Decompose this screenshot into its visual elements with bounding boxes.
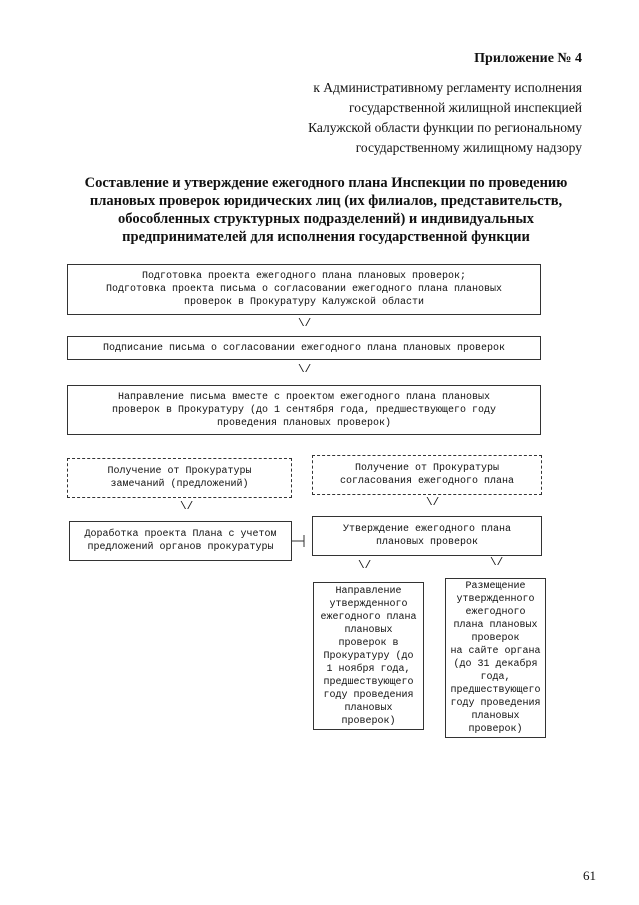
box-line: плановых	[344, 702, 393, 714]
box-line: ежегодного	[465, 607, 526, 618]
box-line: согласования ежегодного плана	[339, 476, 515, 487]
arrow-down-icon: \/	[298, 364, 312, 376]
appendix-line: государственному жилищному надзору	[355, 140, 582, 155]
box-line: Получение от Прокуратуры	[107, 466, 252, 477]
flow-box-publish-plan	[445, 578, 546, 738]
arrow-down-icon: \/	[426, 497, 440, 509]
box-line: утвержденного	[456, 594, 535, 605]
box-line: проведения плановых проверок)	[216, 417, 392, 429]
box-line: на сайте органа	[450, 646, 541, 657]
box-line: плановых	[471, 711, 520, 722]
box-line: утвержденного	[329, 598, 408, 610]
box-line: Подготовка проекта письма о согласовании ежегодного плана плановых	[105, 284, 503, 295]
box-line: Прокуратуру (до	[323, 650, 414, 662]
box-line: проверок в Прокуратуру (до 1 сентября года, предшествующего году	[111, 404, 497, 416]
box-line: Утверждение ежегодного плана	[342, 524, 512, 535]
box-line: предшествующего	[450, 685, 541, 696]
appendix-line: Калужской области функции по региональному	[308, 120, 582, 135]
arrow-down-icon: \/	[490, 557, 504, 569]
box-line: проверок в	[338, 637, 399, 649]
main-title: Составление и утверждение ежегодного плана Инспекции по проведению плановых проверок юридических лиц (их филиалов, представительств, обособленных структурных подразделений) и индивидуальных предпринимателей для исполнения государственной функции	[84, 175, 568, 245]
box-line: 1 ноября года,	[326, 663, 411, 675]
arrow-down-icon: \/	[358, 560, 372, 572]
flow-box-send-approved-plan	[313, 582, 424, 730]
box-line: году проведения	[450, 698, 541, 709]
box-line: Подготовка проекта ежегодного плана плановых проверок;	[141, 271, 467, 282]
box-line: ежегодного плана	[320, 611, 417, 623]
box-line: Получение от Прокуратуры	[354, 463, 500, 474]
page-number: 61	[583, 868, 596, 883]
box-line: проверок	[471, 633, 520, 644]
box-line: плановых проверок	[375, 537, 479, 548]
box-line: Направление	[335, 585, 402, 597]
box-line: (до 31 декабря	[453, 659, 538, 670]
arrow-down-icon: \/	[298, 318, 312, 330]
box-line: плановых	[344, 624, 393, 636]
box-line: предложений органов прокуратуры	[87, 542, 274, 553]
box-line: проверок в Прокуратуру Калужской области	[183, 297, 425, 308]
appendix-line: к Административному регламенту исполнения	[313, 80, 582, 95]
box-line: Размещение	[465, 581, 526, 592]
box-line: году проведения	[323, 689, 414, 701]
box-line: Доработка проекта Плана с учетом	[84, 529, 277, 540]
box-line: Направление письма вместе с проектом ежегодного плана плановых	[117, 391, 491, 403]
appendix-title: Приложение № 4	[474, 51, 582, 66]
box-line: Подписание письма о согласовании ежегодного плана плановых проверок	[102, 342, 506, 354]
box-line: предшествующего	[323, 676, 414, 688]
box-line: плана плановых	[453, 620, 538, 631]
appendix-line: государственной жилищной инспекцией	[349, 100, 582, 115]
box-line: года,	[480, 672, 511, 683]
box-line: замечаний (предложений)	[110, 479, 249, 490]
box-line: проверок)	[468, 724, 523, 735]
arrow-down-icon: \/	[180, 501, 194, 513]
box-line: проверок)	[341, 715, 396, 727]
